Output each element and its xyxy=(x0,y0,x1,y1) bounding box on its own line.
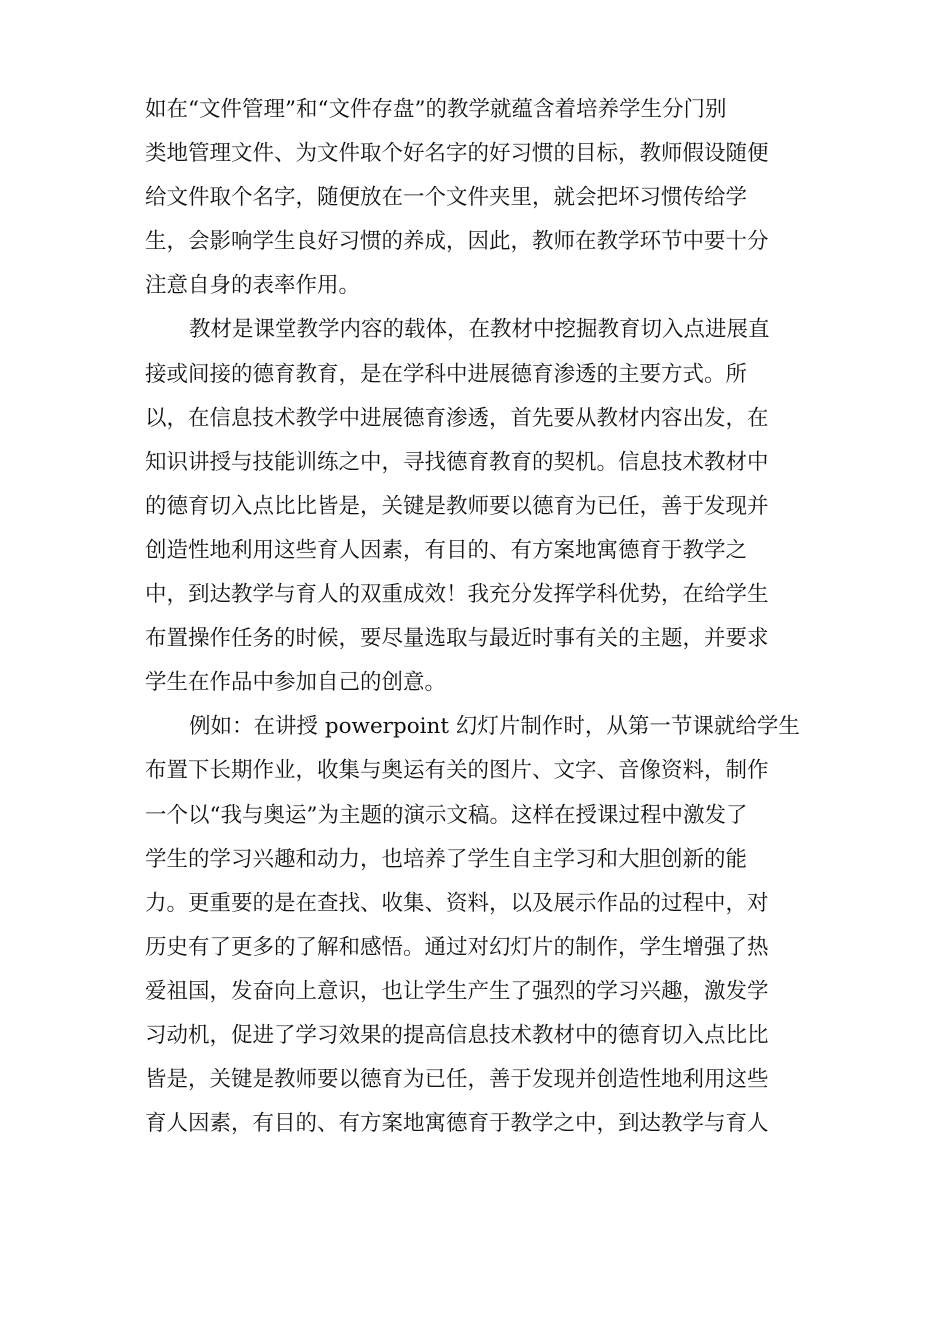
text-line: 知识讲授与技能训练之中，寻找德育教育的契机。信息技术教材中 xyxy=(145,449,769,475)
document-body xyxy=(145,88,810,1146)
text-line: 习动机，促进了学习效果的提高信息技术教材中的德育切入点比比 xyxy=(145,1022,769,1048)
text-line: 生，会影响学生良好习惯的养成，因此，教师在教学环节中要十分 xyxy=(145,229,769,255)
text-line: 育人因素，有目的、有方案地寓德育于教学之中，到达教学与育人 xyxy=(145,1111,769,1137)
text-line: 如在“文件管理”和“文件存盘”的教学就蕴含着培养学生分门别 xyxy=(145,97,727,122)
text-line: 注意自身的表率作用。 xyxy=(145,273,361,299)
text-line: 一个以“我与奥运”为主题的演示文稿。这样在授课过程中激发了 xyxy=(145,802,748,828)
text-line: 中，到达教学与育人的双重成效！我充分发挥学科优势，在给学生 xyxy=(145,582,769,608)
paragraph-first-line: 例如：在讲授 powerpoint 幻灯片制作时，从第一节课就给学生 xyxy=(189,714,800,740)
text-line: 皆是，关键是教师要以德育为已任，善于发现并创造性地利用这些 xyxy=(145,1067,769,1093)
text-line: 布置操作任务的时候，要尽量选取与最近时事有关的主题，并要求 xyxy=(145,626,769,652)
text-line: 类地管理文件、为文件取个好名字的好习惯的目标，教师假设随便 xyxy=(145,141,769,167)
text-line: 以，在信息技术教学中进展德育渗透，首先要从教材内容出发，在 xyxy=(145,405,769,431)
paragraph-first-line: 教材是课堂教学内容的载体，在教材中挖掘教育切入点进展直 xyxy=(189,317,770,343)
text-line: 历史有了更多的了解和感悟。通过对幻灯片的制作，学生增强了热 xyxy=(145,934,769,960)
text-line: 力。更重要的是在查找、收集、资料，以及展示作品的过程中，对 xyxy=(145,890,769,916)
text-line: 爱祖国，发奋向上意识，也让学生产生了强烈的学习兴趣，激发学 xyxy=(145,978,769,1004)
text-line: 给文件取个名字，随便放在一个文件夹里，就会把坏习惯传给学 xyxy=(145,185,748,211)
text-line: 的德育切入点比比皆是，关键是教师要以德育为已任，善于发现并 xyxy=(145,493,769,519)
text-line: 布置下长期作业，收集与奥运有关的图片、文字、音像资料，制作 xyxy=(145,758,769,784)
text-line: 接或间接的德育教育，是在学科中进展德育渗透的主要方式。所 xyxy=(145,361,748,387)
text-line: 创造性地利用这些育人因素，有目的、有方案地寓德育于教学之 xyxy=(145,537,748,563)
text-line: 学生的学习兴趣和动力，也培养了学生自主学习和大胆创新的能 xyxy=(145,846,748,872)
text-line: 学生在作品中参加自己的创意。 xyxy=(145,670,447,696)
